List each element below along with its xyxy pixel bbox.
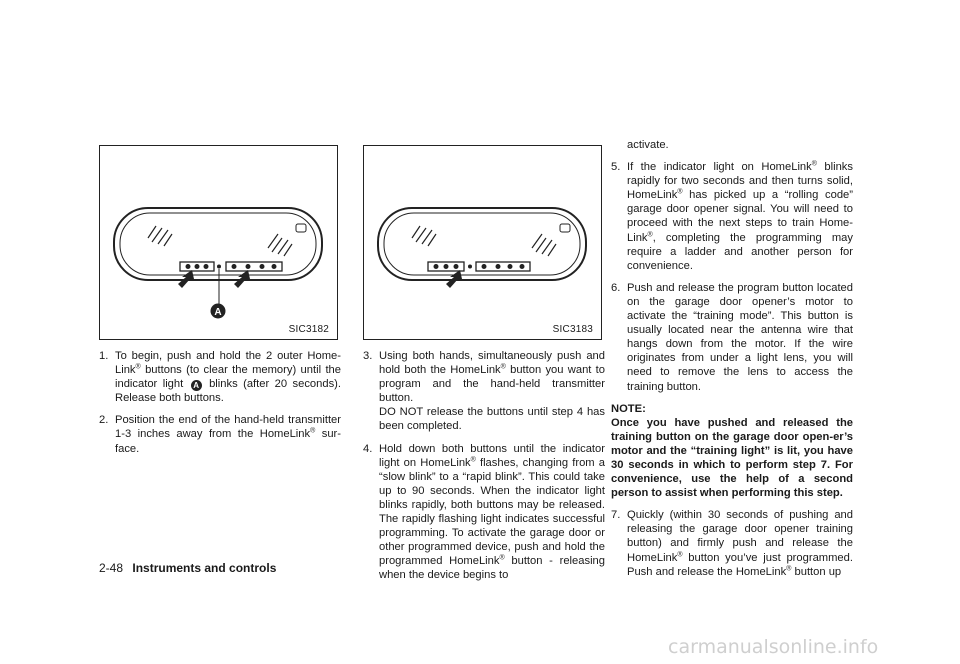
step-4: 4. Hold down both buttons until the indicator light on HomeLink® flashes, changing from a “slow blink” to a “rapid blink”. This could take up to 90 seconds. When the indicator light blinks rapidly, both buttons may be released. The rapidly flashing light indicates successful programming. To activate the garage door or other programmed device, push and hold the programmed HomeLink® button - releasing when the device begins to (363, 442, 605, 582)
step-5: 5. If the indicator light on HomeLink® blinks rapidly for two seconds and then turns solid, HomeLink® has picked up a “rolling code” garage door opener signal. You will need to proceed with the next steps to train Home-Link®, completing the programming may require a ladder and another person for convenience. (611, 160, 853, 272)
step-3: 3. Using both hands, simultaneously push and hold both the HomeLink® button you want to program and the hand-held transmitter button. DO NOT release the buttons until step 4 has been completed. (363, 350, 605, 433)
step-4-continuation: activate. (627, 139, 669, 151)
mirror-illustration (364, 146, 601, 339)
mirror-illustration (100, 146, 337, 339)
column-right (611, 138, 853, 587)
page-footer (99, 561, 276, 575)
figure-code: SIC3183 (552, 324, 593, 335)
marker-a-label: A (214, 307, 222, 318)
figure-code: SIC3182 (288, 324, 329, 335)
step-6: 6. Push and release the program button located on the garage door opener’s motor to activate the “training mode”. This button is usually located near the antenna wire that hangs down from the motor. If the wire originates from under a light lens, you will need to remove the lens to access the training button. (611, 281, 853, 393)
figure-mirror-clear-memory (99, 145, 338, 340)
step-7: 7. Quickly (within 30 seconds of pushing and releasing the garage door opener training button) and firmly push and release the HomeLink® button you’ve just programmed. Push and release the HomeLink® button up (611, 509, 853, 578)
indicator-marker-a-icon: A (191, 380, 202, 391)
column-left (99, 349, 341, 464)
step-2: 2. Position the end of the hand-held transmitter 1-3 inches away from the HomeLink® sur-face. (99, 414, 342, 455)
column-middle (363, 349, 605, 591)
watermark: carmanualsonline.info (668, 636, 879, 658)
note-text: Once you have pushed and released the training button on the garage door open-er’s motor and the “training light” is lit, you have 30 seconds in which to perform step 7. For convenience, use the help of a second person to assist when performing this step. (611, 416, 853, 500)
section-title: Instruments and controls (132, 561, 277, 575)
page-number: 2-48 (99, 561, 124, 575)
figure-mirror-program-button (363, 145, 602, 340)
step-1: 1. To begin, push and hold the 2 outer Home-Link® buttons (to clear the memory) until the indicator light A blinks (after 20 seconds). Release both buttons. (99, 350, 341, 405)
note-title: NOTE: (611, 402, 646, 415)
